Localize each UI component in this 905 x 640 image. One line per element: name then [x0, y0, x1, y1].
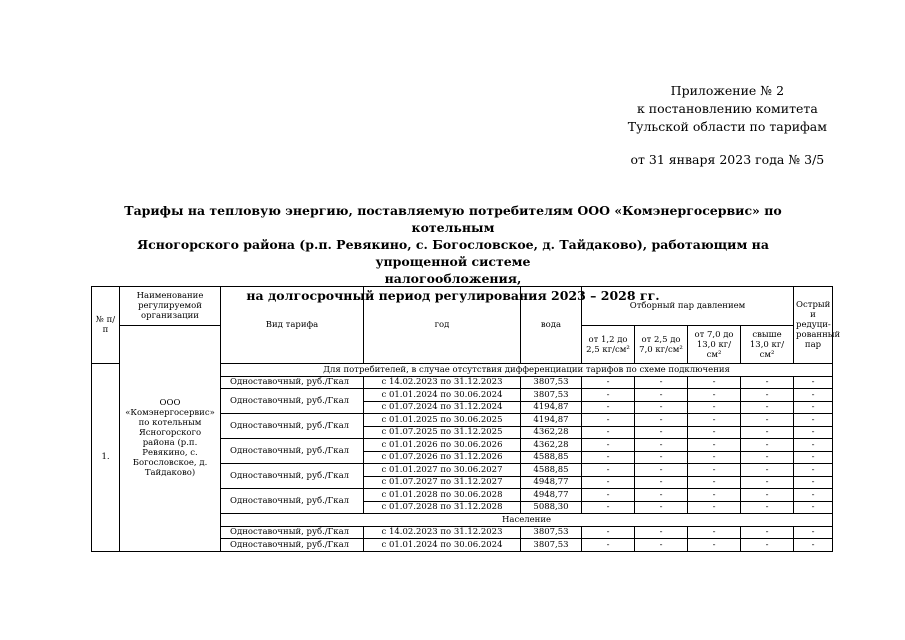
- header-pressure-4: свыше 13,0 кг/см²: [741, 326, 794, 364]
- title-line: налогообложения,: [384, 271, 522, 286]
- dash-cell: -: [688, 501, 741, 514]
- period-cell: с 01.07.2025 по 31.12.2025: [364, 426, 521, 439]
- dash-cell: -: [688, 389, 741, 402]
- org-name-cell: ООО «Комэнергосервис» по котельным Ясногорского района (р.п. Ревякино, с. Богословское, д. Тайдаково): [120, 326, 221, 552]
- dash-cell: -: [794, 414, 833, 427]
- dash-cell: -: [635, 526, 688, 539]
- dash-cell: -: [582, 539, 635, 552]
- dash-cell: -: [688, 539, 741, 552]
- header-year: год: [364, 287, 521, 364]
- dash-cell: -: [794, 389, 833, 402]
- water-value: 3807,53: [521, 376, 582, 389]
- tariff-type: Одноставочный, руб./Гкал: [221, 414, 364, 439]
- dash-cell: -: [582, 489, 635, 502]
- tariff-table: [91, 286, 841, 552]
- dash-cell: -: [794, 539, 833, 552]
- appendix-block: [628, 82, 827, 169]
- header-type: Вид тарифа: [221, 287, 364, 364]
- tariff-type: Одноставочный, руб./Гкал: [221, 439, 364, 464]
- dash-cell: -: [582, 501, 635, 514]
- dash-cell: -: [635, 451, 688, 464]
- dash-cell: -: [582, 464, 635, 477]
- dash-cell: -: [741, 439, 794, 452]
- dash-cell: -: [741, 376, 794, 389]
- appendix-date: от 31 января 2023 года № 3/5: [630, 152, 825, 167]
- dash-cell: -: [635, 439, 688, 452]
- period-cell: с 14.02.2023 по 31.12.2023: [364, 526, 521, 539]
- dash-cell: -: [635, 464, 688, 477]
- water-value: 4948,77: [521, 489, 582, 502]
- dash-cell: -: [582, 414, 635, 427]
- header-org: Наименование регулируемой организации: [120, 287, 221, 326]
- dash-cell: -: [635, 501, 688, 514]
- dash-cell: -: [582, 426, 635, 439]
- header-sharp-steam: Острый и редуци-рованный пар: [794, 287, 833, 364]
- dash-cell: -: [635, 401, 688, 414]
- dash-cell: -: [582, 389, 635, 402]
- water-value: 4194,87: [521, 414, 582, 427]
- dash-cell: -: [688, 426, 741, 439]
- dash-cell: -: [635, 376, 688, 389]
- dash-cell: -: [741, 414, 794, 427]
- dash-cell: -: [582, 451, 635, 464]
- section-title: Для потребителей, в случае отсутствия дифференциации тарифов по схеме подключения: [221, 364, 833, 377]
- dash-cell: -: [794, 501, 833, 514]
- water-value: 4362,28: [521, 426, 582, 439]
- dash-cell: -: [688, 414, 741, 427]
- dash-cell: -: [582, 526, 635, 539]
- dash-cell: -: [582, 401, 635, 414]
- dash-cell: -: [688, 464, 741, 477]
- dash-cell: -: [794, 451, 833, 464]
- title-line: Ясногорского района (р.п. Ревякино, с. Богословское, д. Тайдаково), работающим на упрощенной системе: [137, 237, 769, 269]
- section-title: Население: [221, 514, 833, 527]
- period-cell: с 01.01.2024 по 30.06.2024: [364, 539, 521, 552]
- dash-cell: -: [794, 526, 833, 539]
- dash-cell: -: [741, 464, 794, 477]
- dash-cell: -: [741, 401, 794, 414]
- tariff-type: Одноставочный, руб./Гкал: [221, 389, 364, 414]
- tariff-type: Одноставочный, руб./Гкал: [221, 464, 364, 489]
- header-pressure-2: от 2,5 до 7,0 кг/см²: [635, 326, 688, 364]
- dash-cell: -: [794, 464, 833, 477]
- dash-cell: -: [741, 451, 794, 464]
- water-value: 4194,87: [521, 401, 582, 414]
- header-pressure-3: от 7,0 до 13,0 кг/см²: [688, 326, 741, 364]
- dash-cell: -: [794, 476, 833, 489]
- period-cell: с 01.01.2025 по 30.06.2025: [364, 414, 521, 427]
- dash-cell: -: [688, 526, 741, 539]
- period-cell: с 01.01.2027 по 30.06.2027: [364, 464, 521, 477]
- dash-cell: -: [688, 376, 741, 389]
- header-steam: Отборный пар давлением: [582, 287, 794, 326]
- period-cell: с 01.07.2024 по 31.12.2024: [364, 401, 521, 414]
- period-cell: с 01.07.2027 по 31.12.2027: [364, 476, 521, 489]
- water-value: 5088,30: [521, 501, 582, 514]
- dash-cell: -: [582, 476, 635, 489]
- appendix-line: к постановлению комитета: [636, 101, 818, 116]
- dash-cell: -: [794, 401, 833, 414]
- dash-cell: -: [741, 526, 794, 539]
- dash-cell: -: [741, 539, 794, 552]
- water-value: 3807,53: [521, 539, 582, 552]
- water-value: 4588,85: [521, 464, 582, 477]
- water-value: 4948,77: [521, 476, 582, 489]
- header-pressure-1: от 1,2 до 2,5 кг/см²: [582, 326, 635, 364]
- tariff-type: Одноставочный, руб./Гкал: [221, 539, 364, 552]
- dash-cell: -: [582, 376, 635, 389]
- period-cell: с 01.01.2028 по 30.06.2028: [364, 489, 521, 502]
- row-number: 1.: [92, 364, 120, 552]
- appendix-line: Тульской области по тарифам: [627, 119, 827, 134]
- dash-cell: -: [741, 501, 794, 514]
- dash-cell: -: [635, 414, 688, 427]
- dash-cell: -: [635, 426, 688, 439]
- dash-cell: -: [741, 489, 794, 502]
- dash-cell: -: [794, 489, 833, 502]
- dash-cell: -: [635, 389, 688, 402]
- period-cell: с 01.07.2026 по 31.12.2026: [364, 451, 521, 464]
- period-cell: с 01.07.2028 по 31.12.2028: [364, 501, 521, 514]
- dash-cell: -: [794, 439, 833, 452]
- dash-cell: -: [741, 426, 794, 439]
- water-value: 3807,53: [521, 526, 582, 539]
- title-line: Тарифы на тепловую энергию, поставляемую потребителям ООО «Комэнергосервис» по котельным: [124, 203, 782, 235]
- dash-cell: -: [688, 489, 741, 502]
- title-line: на долгосрочный период регулирования 2023 – 2028 гг.: [246, 288, 660, 303]
- dash-cell: -: [688, 401, 741, 414]
- tariff-type: Одноставочный, руб./Гкал: [221, 489, 364, 514]
- dash-cell: -: [794, 376, 833, 389]
- dash-cell: -: [741, 389, 794, 402]
- dash-cell: -: [635, 539, 688, 552]
- tariff-type: Одноставочный, руб./Гкал: [221, 376, 364, 389]
- water-value: 4588,85: [521, 451, 582, 464]
- dash-cell: -: [635, 489, 688, 502]
- tariff-type: Одноставочный, руб./Гкал: [221, 526, 364, 539]
- dash-cell: -: [635, 476, 688, 489]
- period-cell: с 14.02.2023 по 31.12.2023: [364, 376, 521, 389]
- dash-cell: -: [741, 476, 794, 489]
- appendix-line: Приложение № 2: [670, 83, 785, 98]
- dash-cell: -: [688, 451, 741, 464]
- water-value: 4362,28: [521, 439, 582, 452]
- dash-cell: -: [794, 426, 833, 439]
- period-cell: с 01.01.2026 по 30.06.2026: [364, 439, 521, 452]
- period-cell: с 01.01.2024 по 30.06.2024: [364, 389, 521, 402]
- dash-cell: -: [582, 439, 635, 452]
- header-num: № п/п: [92, 287, 120, 364]
- header-water: вода: [521, 287, 582, 364]
- water-value: 3807,53: [521, 389, 582, 402]
- dash-cell: -: [688, 476, 741, 489]
- dash-cell: -: [688, 439, 741, 452]
